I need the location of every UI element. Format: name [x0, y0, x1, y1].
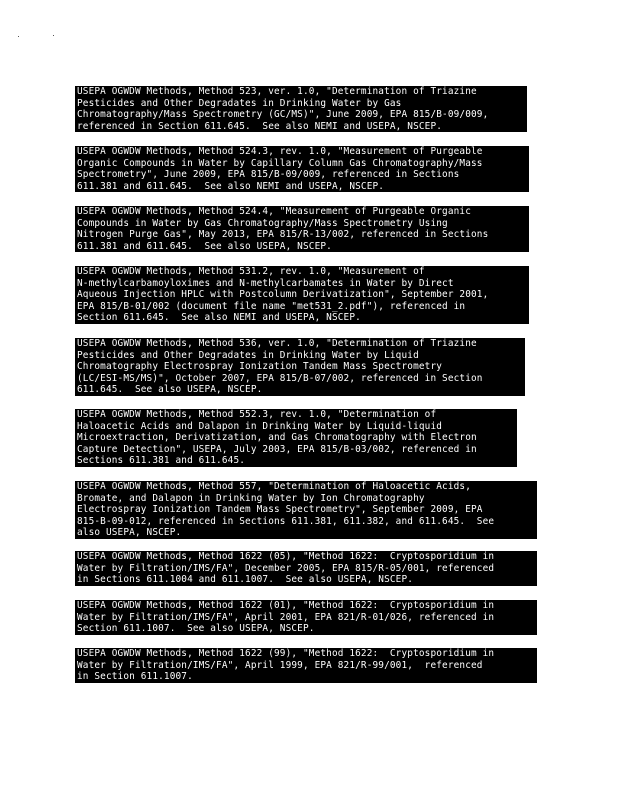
reference-line: Water by Filtration/IMS/FA", December 2005, EPA 815/R-05/001, referenced	[77, 562, 495, 574]
reference-entry-method-536	[75, 338, 525, 396]
reference-line: Haloacetic Acids and Dalapon in Drinking Water by Liquid-liquid	[77, 420, 443, 432]
reference-line: Pesticides and Other Degradates in Drinking Water by Gas	[77, 97, 402, 109]
reference-line: USEPA OGWDW Methods, Method 1622 (99), "Method 1622: Cryptosporidium in	[77, 648, 495, 659]
reference-line: Section 611.645. See also NEMI and USEPA, NSCEP.	[77, 312, 361, 324]
reference-line: USEPA OGWDW Methods, Method 1622 (01), "Method 1622: Cryptosporidium in	[77, 600, 495, 611]
reference-line: Section 611.1007. See also USEPA, NSCEP.	[77, 623, 315, 635]
reference-line: in Sections 611.1004 and 611.1007. See also USEPA, NSCEP.	[77, 574, 414, 586]
reference-line: Bromate, and Dalapon in Drinking Water by Ion Chromatography	[77, 492, 425, 504]
reference-entry-method-523	[75, 86, 527, 132]
reference-line: EPA 815/B-01/002 (document file name "met531_2.pdf"), referenced in	[77, 300, 466, 312]
reference-line: USEPA OGWDW Methods, Method 536, ver. 1.0, "Determination of Triazine	[77, 338, 477, 349]
reference-line: 815-B-09-012, referenced in Sections 611.381, 611.382, and 611.645. See	[77, 515, 495, 527]
reference-line: 611.645. See also USEPA, NSCEP.	[77, 384, 263, 396]
reference-line: Pesticides and Other Degradates in Drinking Water by Liquid	[77, 349, 419, 361]
reference-line: Spectrometry", June 2009, EPA 815/B-09/009, referenced in Sections	[77, 169, 460, 181]
reference-line: Chromatography/Mass Spectrometry (GC/MS)", June 2009, EPA 815/B-09/009,	[77, 109, 489, 121]
reference-line: in Section 611.1007.	[77, 671, 193, 683]
reference-line: 611.381 and 611.645. See also NEMI and USEPA, NSCEP.	[77, 180, 385, 192]
reference-line: Water by Filtration/IMS/FA", April 1999, EPA 821/R-99/001, referenced	[77, 659, 483, 671]
reference-line: Electrospray Ionization Tandem Mass Spectrometry", September 2009, EPA	[77, 504, 483, 516]
reference-line: 611.381 and 611.645. See also USEPA, NSCEP.	[77, 240, 332, 252]
reference-line: USEPA OGWDW Methods, Method 552.3, rev. 1.0, "Determination of	[77, 409, 437, 420]
reference-line: Aqueous Injection HPLC with Postcolumn Derivatization", September 2001,	[77, 289, 489, 301]
reference-line: Sections 611.381 and 611.645.	[77, 455, 246, 467]
reference-line: USEPA OGWDW Methods, Method 1622 (05), "Method 1622: Cryptosporidium in	[77, 551, 495, 562]
reference-entry-method-531-2	[75, 266, 529, 324]
reference-line: Organic Compounds in Water by Capillary Column Gas Chromatography/Mass	[77, 157, 483, 169]
reference-line: (LC/ESI-MS/MS)", October 2007, EPA 815/B-07/002, referenced in Section	[77, 372, 483, 384]
reference-line: USEPA OGWDW Methods, Method 523, ver. 1.0, "Determination of Triazine	[77, 86, 477, 97]
reference-entry-method-1622-99	[75, 648, 537, 683]
reference-line: Capture Detection", USEPA, July 2003, EPA 815/B-03/002, referenced in	[77, 443, 477, 455]
reference-line: USEPA OGWDW Methods, Method 557, "Determination of Haloacetic Acids,	[77, 481, 472, 492]
reference-line: referenced in Section 611.645. See also NEMI and USEPA, NSCEP.	[77, 120, 443, 132]
reference-line: USEPA OGWDW Methods, Method 524.4, "Measurement of Purgeable Organic	[77, 206, 472, 217]
reference-line: Nitrogen Purge Gas", May 2013, EPA 815/R-13/002, referenced in Sections	[77, 229, 489, 241]
reference-line: Microextraction, Derivatization, and Gas Chromatography with Electron	[77, 432, 477, 444]
reference-line: USEPA OGWDW Methods, Method 524.3, rev. 1.0, "Measurement of Purgeable	[77, 146, 483, 157]
reference-line: Water by Filtration/IMS/FA", April 2001, EPA 821/R-01/026, referenced in	[77, 611, 495, 623]
reference-line: Compounds in Water by Gas Chromatography/Mass Spectrometry Using	[77, 217, 448, 229]
scan-speck	[18, 36, 19, 37]
reference-entry-method-552-3	[75, 409, 517, 467]
reference-entry-method-524-3	[75, 146, 529, 192]
reference-line: Chromatography Electrospray Ionization Tandem Mass Spectrometry	[77, 361, 443, 373]
reference-entry-method-524-4	[75, 206, 529, 252]
reference-line: N-methylcarbamoyloximes and N-methylcarbamates in Water by Direct	[77, 277, 454, 289]
reference-entry-method-1622-05	[75, 551, 537, 586]
reference-entry-method-557	[75, 481, 537, 539]
scan-speck	[53, 35, 54, 36]
reference-line: USEPA OGWDW Methods, Method 531.2, rev. 1.0, "Measurement of	[77, 266, 425, 277]
reference-entry-method-1622-01	[75, 600, 537, 635]
reference-line: also USEPA, NSCEP.	[77, 527, 182, 539]
